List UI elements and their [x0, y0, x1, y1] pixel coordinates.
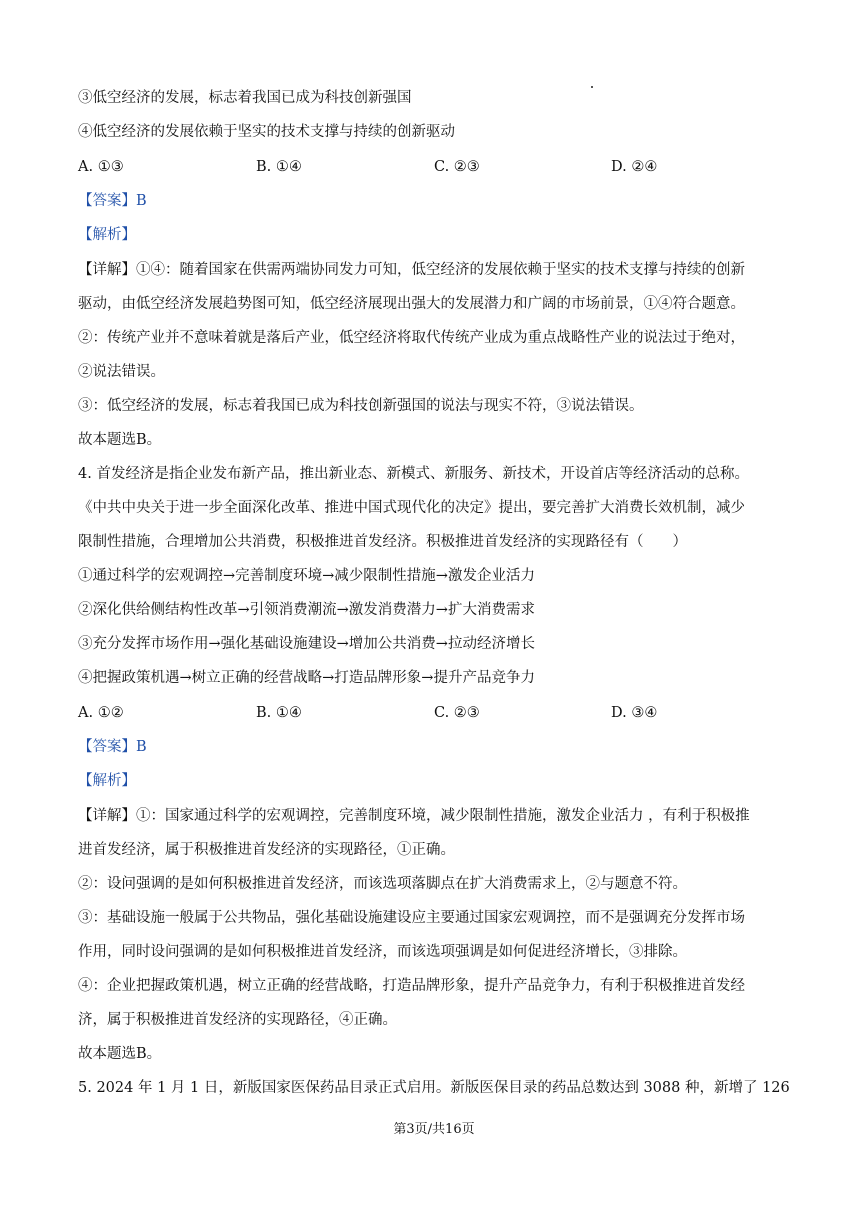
- option-4-text: ④低空经济的发展依赖于坚实的技术支撑与持续的创新驱动: [78, 124, 455, 140]
- q4-conclusion: 故本题选B。: [78, 1046, 162, 1062]
- q4-detail-line: 进首发经济，属于积极推进首发经济的实现路径，①正确。: [78, 842, 455, 858]
- q3-choice-b: B. ①④: [256, 159, 302, 175]
- q3-answer: 【答案】B: [78, 193, 147, 209]
- q3-detail-line: ②说法错误。: [78, 364, 165, 380]
- q4-stem-line: 4. 首发经济是指企业发布新产品，推出新业态、新模式、新服务、新技术，开设首店等经济活动的总称。: [78, 466, 749, 482]
- q4-option-1: ①通过科学的宏观调控→完善制度环境→减少限制性措施→激发企业活力: [78, 568, 535, 584]
- q5-stem-line: 5. 2024 年 1 月 1 日，新版国家医保药品目录正式启用。新版医保目录的药品总数达到 3088 种，新增了 126: [78, 1080, 790, 1096]
- q4-detail-line: ④：企业把握政策机遇，树立正确的经营战略，打造品牌形象，提升产品竞争力，有利于积极推进首发经: [78, 978, 745, 994]
- q4-option-3: ③充分发挥市场作用→强化基础设施建设→增加公共消费→拉动经济增长: [78, 636, 535, 652]
- q3-choice-c: C. ②③: [434, 159, 480, 175]
- q3-conclusion: 故本题选B。: [78, 432, 162, 448]
- q4-detail-line: 作用，同时设问强调的是如何积极推进首发经济，而该选项强调是如何促进经济增长，③排除。: [78, 944, 687, 960]
- q4-choice-d: D. ③④: [611, 705, 658, 721]
- q4-choice-b: B. ①④: [256, 705, 302, 721]
- q3-analysis-heading: 【解析】: [78, 227, 136, 243]
- q4-choice-a: A. ①②: [78, 705, 124, 721]
- q3-choice-a: A. ①③: [78, 159, 124, 175]
- q4-stem-line: 限制性措施，合理增加公共消费，积极推进首发经济。积极推进首发经济的实现路径有（ ）: [78, 534, 687, 550]
- q4-option-2: ②深化供给侧结构性改革→引领消费潮流→激发消费潜力→扩大消费需求: [78, 602, 535, 618]
- q3-detail-line: ②：传统产业并不意味着就是落后产业，低空经济将取代传统产业成为重点战略性产业的说法过于绝对，: [78, 330, 745, 346]
- q4-detail-line: ③：基础设施一般属于公共物品，强化基础设施建设应主要通过国家宏观调控，而不是强调充分发挥市场: [78, 910, 745, 926]
- q4-analysis-heading: 【解析】: [78, 773, 136, 789]
- option-3-text: ③低空经济的发展，标志着我国已成为科技创新强国: [78, 90, 412, 106]
- q4-detail-line: ②：设问强调的是如何积极推进首发经济，而该选项落脚点在扩大消费需求上，②与题意不符。: [78, 876, 687, 892]
- q4-detail-line: 【详解】①：国家通过科学的宏观调控，完善制度环境，减少限制性措施，激发企业活力 ，有利于积极推: [78, 808, 750, 824]
- q4-option-4: ④把握政策机遇→树立正确的经营战略→打造品牌形象→提升产品竞争力: [78, 670, 535, 686]
- page-number: 第3页/共16页: [393, 1122, 475, 1137]
- q4-answer: 【答案】B: [78, 739, 147, 755]
- q4-stem-line: 《中共中央关于进一步全面深化改革、推进中国式现代化的决定》提出，要完善扩大消费长效机制，减少: [78, 500, 745, 516]
- q3-detail-line: 驱动，由低空经济发展趋势图可知，低空经济展现出强大的发展潜力和广阔的市场前景，①④符合题意。: [78, 296, 745, 312]
- q3-detail-line: ③：低空经济的发展，标志着我国已成为科技创新强国的说法与现实不符，③说法错误。: [78, 398, 644, 414]
- q4-detail-line: 济，属于积极推进首发经济的实现路径，④正确。: [78, 1012, 397, 1028]
- q3-detail-line: 【详解】①④：随着国家在供需两端协同发力可知，低空经济的发展依赖于坚实的技术支撑与持续的创新: [78, 262, 745, 278]
- q3-choice-d: D. ②④: [611, 159, 658, 175]
- q4-choice-c: C. ②③: [434, 705, 480, 721]
